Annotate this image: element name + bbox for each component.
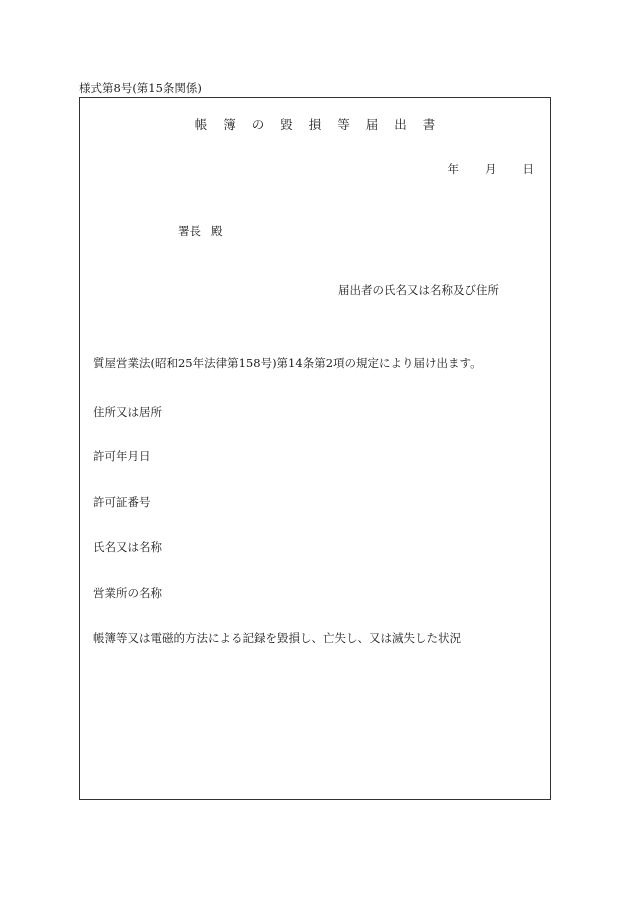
date-line xyxy=(448,161,535,177)
addressee xyxy=(178,223,223,239)
applicant-label: 届出者の氏名又は名称及び住所 xyxy=(338,283,499,297)
field-address: 住所又は居所 xyxy=(93,405,162,419)
field-permit-number: 許可証番号 xyxy=(93,495,151,509)
date-day: 日 xyxy=(522,162,534,176)
date-year: 年 xyxy=(447,162,459,176)
form-number: 様式第8号(第15条関係) xyxy=(79,81,202,95)
document-title: 帳簿の毀損等届出書 xyxy=(194,117,452,132)
field-name: 氏名又は名称 xyxy=(93,540,162,554)
addressee-honorific: 殿 xyxy=(211,224,223,238)
field-permit-date: 許可年月日 xyxy=(93,449,151,463)
field-damage-situation: 帳簿等又は電磁的方法による記録を毀損し、亡失し、又は滅失した状況 xyxy=(93,631,461,645)
date-month: 月 xyxy=(485,162,497,176)
addressee-office: 署長 xyxy=(178,224,201,238)
field-office-name: 営業所の名称 xyxy=(93,586,162,600)
form-frame xyxy=(79,97,551,800)
statement-text: 質屋営業法(昭和25年法律第158号)第14条第2項の規定により届け出ます。 xyxy=(93,356,482,370)
